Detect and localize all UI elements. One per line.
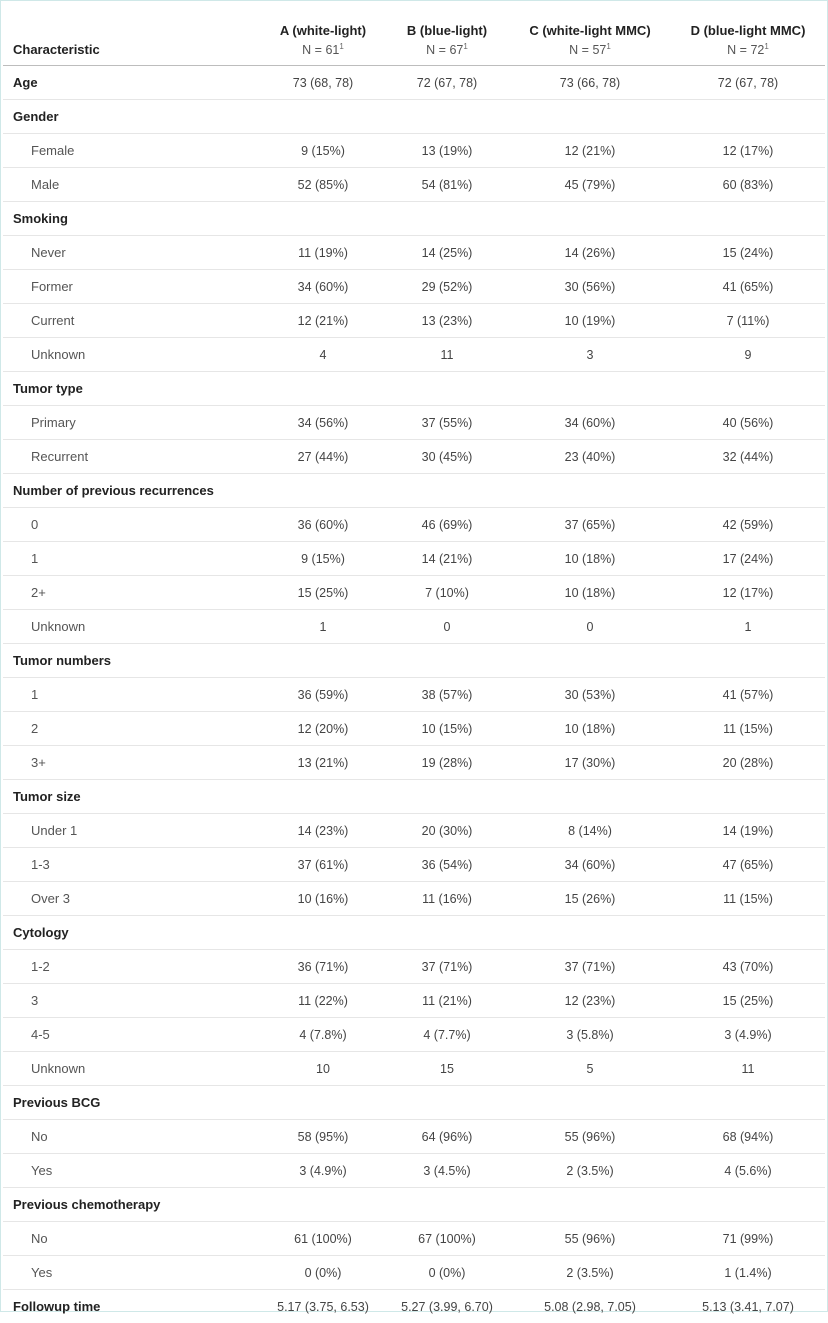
group-b-cell: 72 (67, 78)	[385, 66, 509, 100]
section-label: Number of previous recurrences	[3, 474, 261, 508]
group-b-cell: 54 (81%)	[385, 168, 509, 202]
group-c-cell: 45 (79%)	[509, 168, 671, 202]
table-row	[3, 712, 825, 746]
row-label: No	[3, 1120, 261, 1154]
group-a-cell	[261, 100, 385, 134]
table-row	[3, 406, 825, 440]
row-label: No	[3, 1222, 261, 1256]
group-b-cell: 3 (4.5%)	[385, 1154, 509, 1188]
group-d-cell	[671, 100, 825, 134]
group-d-cell: 5.13 (3.41, 7.07)	[671, 1290, 825, 1323]
table-row	[3, 168, 825, 202]
group-b-cell	[385, 916, 509, 950]
group-c-n: N = 57	[569, 43, 606, 57]
group-c-cell: 2 (3.5%)	[509, 1154, 671, 1188]
group-c-count	[511, 39, 669, 58]
group-b-cell	[385, 1188, 509, 1222]
table-row	[3, 134, 825, 168]
section-row	[3, 474, 825, 508]
group-c-cell: 10 (18%)	[509, 712, 671, 746]
group-d-cell: 3 (4.9%)	[671, 1018, 825, 1052]
group-b-cell	[385, 644, 509, 678]
group-c-cell: 17 (30%)	[509, 746, 671, 780]
group-b-cell: 36 (54%)	[385, 848, 509, 882]
group-d-cell: 41 (57%)	[671, 678, 825, 712]
group-a-cell: 12 (21%)	[261, 304, 385, 338]
group-b-cell: 5.27 (3.99, 6.70)	[385, 1290, 509, 1323]
group-b-cell: 11 (21%)	[385, 984, 509, 1018]
group-b-cell: 29 (52%)	[385, 270, 509, 304]
row-label: Yes	[3, 1154, 261, 1188]
group-c-footnote-mark: 1	[606, 42, 610, 51]
group-d-name: D (blue-light MMC)	[673, 23, 823, 39]
group-d-cell	[671, 1086, 825, 1120]
section-row	[3, 66, 825, 100]
group-a-cell: 36 (71%)	[261, 950, 385, 984]
characteristic-header: Characteristic	[3, 9, 261, 66]
group-d-cell: 14 (19%)	[671, 814, 825, 848]
group-d-count	[673, 39, 823, 58]
table-row	[3, 1256, 825, 1290]
group-b-n: N = 67	[426, 43, 463, 57]
group-c-cell: 2 (3.5%)	[509, 1256, 671, 1290]
group-c-cell: 12 (23%)	[509, 984, 671, 1018]
group-d-cell	[671, 202, 825, 236]
group-a-name: A (white-light)	[263, 23, 383, 39]
group-b-cell: 0 (0%)	[385, 1256, 509, 1290]
section-label: Tumor type	[3, 372, 261, 406]
group-a-header	[261, 9, 385, 66]
group-c-cell	[509, 474, 671, 508]
group-d-cell: 17 (24%)	[671, 542, 825, 576]
table-row	[3, 984, 825, 1018]
group-c-cell	[509, 1086, 671, 1120]
group-c-cell: 55 (96%)	[509, 1222, 671, 1256]
group-d-cell: 40 (56%)	[671, 406, 825, 440]
group-a-cell: 10	[261, 1052, 385, 1086]
group-c-cell: 23 (40%)	[509, 440, 671, 474]
group-d-n: N = 72	[727, 43, 764, 57]
group-d-cell: 47 (65%)	[671, 848, 825, 882]
group-b-cell	[385, 202, 509, 236]
group-c-cell: 10 (19%)	[509, 304, 671, 338]
group-c-cell: 10 (18%)	[509, 576, 671, 610]
group-d-cell	[671, 780, 825, 814]
row-label: 0	[3, 508, 261, 542]
row-label: Female	[3, 134, 261, 168]
group-c-cell: 30 (53%)	[509, 678, 671, 712]
group-c-cell: 3	[509, 338, 671, 372]
section-row	[3, 1086, 825, 1120]
group-a-cell: 52 (85%)	[261, 168, 385, 202]
table-header	[3, 9, 825, 66]
group-b-cell: 13 (19%)	[385, 134, 509, 168]
group-b-cell: 14 (21%)	[385, 542, 509, 576]
group-c-cell	[509, 916, 671, 950]
group-c-cell: 15 (26%)	[509, 882, 671, 916]
row-label: Primary	[3, 406, 261, 440]
group-d-cell: 41 (65%)	[671, 270, 825, 304]
group-d-cell: 12 (17%)	[671, 134, 825, 168]
group-a-cell: 36 (60%)	[261, 508, 385, 542]
group-b-cell	[385, 474, 509, 508]
group-c-cell: 5	[509, 1052, 671, 1086]
group-b-cell: 37 (55%)	[385, 406, 509, 440]
section-label: Tumor numbers	[3, 644, 261, 678]
group-c-cell: 14 (26%)	[509, 236, 671, 270]
group-b-cell: 0	[385, 610, 509, 644]
table-row	[3, 1222, 825, 1256]
section-row	[3, 1188, 825, 1222]
group-c-cell	[509, 100, 671, 134]
row-label: Recurrent	[3, 440, 261, 474]
group-d-cell: 20 (28%)	[671, 746, 825, 780]
group-d-cell: 32 (44%)	[671, 440, 825, 474]
group-a-cell: 4 (7.8%)	[261, 1018, 385, 1052]
group-b-cell: 64 (96%)	[385, 1120, 509, 1154]
group-a-cell: 15 (25%)	[261, 576, 385, 610]
table-body	[3, 66, 825, 1323]
table-row	[3, 610, 825, 644]
group-b-cell: 15	[385, 1052, 509, 1086]
group-a-cell: 34 (56%)	[261, 406, 385, 440]
table-row	[3, 1120, 825, 1154]
group-a-cell: 9 (15%)	[261, 542, 385, 576]
group-b-cell: 11 (16%)	[385, 882, 509, 916]
table-row	[3, 1154, 825, 1188]
baseline-characteristics-table	[3, 9, 825, 1323]
section-row	[3, 644, 825, 678]
group-c-name: C (white-light MMC)	[511, 23, 669, 39]
group-d-cell	[671, 1188, 825, 1222]
group-d-cell: 71 (99%)	[671, 1222, 825, 1256]
group-b-cell: 37 (71%)	[385, 950, 509, 984]
group-a-cell: 34 (60%)	[261, 270, 385, 304]
section-row	[3, 916, 825, 950]
group-b-cell: 10 (15%)	[385, 712, 509, 746]
group-a-cell: 73 (68, 78)	[261, 66, 385, 100]
section-label: Followup time	[3, 1290, 261, 1323]
table-row	[3, 1018, 825, 1052]
group-a-cell: 37 (61%)	[261, 848, 385, 882]
group-a-cell	[261, 372, 385, 406]
table-row	[3, 440, 825, 474]
row-label: Current	[3, 304, 261, 338]
section-label: Gender	[3, 100, 261, 134]
group-b-cell	[385, 1086, 509, 1120]
group-c-cell: 30 (56%)	[509, 270, 671, 304]
row-label: Unknown	[3, 338, 261, 372]
section-label: Tumor size	[3, 780, 261, 814]
group-a-cell: 3 (4.9%)	[261, 1154, 385, 1188]
table-row	[3, 1052, 825, 1086]
group-c-cell	[509, 780, 671, 814]
section-label: Previous BCG	[3, 1086, 261, 1120]
group-c-cell: 5.08 (2.98, 7.05)	[509, 1290, 671, 1323]
section-label: Age	[3, 66, 261, 100]
table-row	[3, 236, 825, 270]
group-a-cell: 12 (20%)	[261, 712, 385, 746]
group-d-cell	[671, 474, 825, 508]
group-a-cell	[261, 474, 385, 508]
group-a-cell	[261, 780, 385, 814]
group-b-cell: 13 (23%)	[385, 304, 509, 338]
row-label: Former	[3, 270, 261, 304]
group-d-cell: 15 (24%)	[671, 236, 825, 270]
group-a-cell: 11 (19%)	[261, 236, 385, 270]
group-d-cell: 11 (15%)	[671, 712, 825, 746]
group-d-cell: 11	[671, 1052, 825, 1086]
group-d-cell: 11 (15%)	[671, 882, 825, 916]
group-c-cell	[509, 202, 671, 236]
section-row	[3, 100, 825, 134]
group-d-cell: 15 (25%)	[671, 984, 825, 1018]
group-a-cell: 10 (16%)	[261, 882, 385, 916]
row-label: 4-5	[3, 1018, 261, 1052]
group-c-cell: 3 (5.8%)	[509, 1018, 671, 1052]
group-b-cell: 38 (57%)	[385, 678, 509, 712]
group-a-cell: 13 (21%)	[261, 746, 385, 780]
group-d-cell: 1	[671, 610, 825, 644]
group-c-header	[509, 9, 671, 66]
group-b-cell: 7 (10%)	[385, 576, 509, 610]
row-label: 3	[3, 984, 261, 1018]
group-b-cell: 4 (7.7%)	[385, 1018, 509, 1052]
group-c-cell: 34 (60%)	[509, 406, 671, 440]
group-d-cell: 60 (83%)	[671, 168, 825, 202]
header-row	[3, 9, 825, 66]
group-a-footnote-mark: 1	[339, 42, 343, 51]
row-label: Yes	[3, 1256, 261, 1290]
row-label: Never	[3, 236, 261, 270]
section-label: Previous chemotherapy	[3, 1188, 261, 1222]
group-d-cell	[671, 916, 825, 950]
table-row	[3, 882, 825, 916]
group-b-cell: 11	[385, 338, 509, 372]
group-a-cell: 0 (0%)	[261, 1256, 385, 1290]
group-d-cell: 7 (11%)	[671, 304, 825, 338]
table-row	[3, 678, 825, 712]
table-row	[3, 576, 825, 610]
table-row	[3, 270, 825, 304]
group-a-cell: 11 (22%)	[261, 984, 385, 1018]
row-label: Unknown	[3, 1052, 261, 1086]
group-a-n: N = 61	[302, 43, 339, 57]
group-a-cell	[261, 916, 385, 950]
row-label: 1-3	[3, 848, 261, 882]
group-c-cell: 12 (21%)	[509, 134, 671, 168]
group-c-cell: 55 (96%)	[509, 1120, 671, 1154]
row-label: 2	[3, 712, 261, 746]
group-a-cell	[261, 1188, 385, 1222]
group-a-cell: 14 (23%)	[261, 814, 385, 848]
group-d-footnote-mark: 1	[764, 42, 768, 51]
group-b-cell: 67 (100%)	[385, 1222, 509, 1256]
section-row	[3, 780, 825, 814]
group-a-cell: 61 (100%)	[261, 1222, 385, 1256]
group-a-cell: 58 (95%)	[261, 1120, 385, 1154]
group-c-cell: 73 (66, 78)	[509, 66, 671, 100]
row-label: 3+	[3, 746, 261, 780]
section-row	[3, 202, 825, 236]
row-label: Under 1	[3, 814, 261, 848]
table-row	[3, 542, 825, 576]
group-a-cell	[261, 1086, 385, 1120]
group-c-cell: 0	[509, 610, 671, 644]
table-row	[3, 848, 825, 882]
group-b-cell: 19 (28%)	[385, 746, 509, 780]
section-row	[3, 1290, 825, 1323]
group-b-cell: 30 (45%)	[385, 440, 509, 474]
group-d-cell: 12 (17%)	[671, 576, 825, 610]
group-a-cell	[261, 202, 385, 236]
group-d-cell: 42 (59%)	[671, 508, 825, 542]
group-d-cell: 9	[671, 338, 825, 372]
row-label: 1-2	[3, 950, 261, 984]
row-label: Over 3	[3, 882, 261, 916]
group-b-cell: 20 (30%)	[385, 814, 509, 848]
group-d-cell	[671, 372, 825, 406]
table-row	[3, 338, 825, 372]
row-label: 1	[3, 678, 261, 712]
group-a-cell: 4	[261, 338, 385, 372]
group-a-cell: 9 (15%)	[261, 134, 385, 168]
group-b-header	[385, 9, 509, 66]
table-row	[3, 304, 825, 338]
group-d-cell	[671, 644, 825, 678]
group-c-cell: 34 (60%)	[509, 848, 671, 882]
group-b-cell: 46 (69%)	[385, 508, 509, 542]
group-b-footnote-mark: 1	[463, 42, 467, 51]
group-a-cell: 1	[261, 610, 385, 644]
section-label: Smoking	[3, 202, 261, 236]
group-c-cell: 8 (14%)	[509, 814, 671, 848]
group-a-cell: 27 (44%)	[261, 440, 385, 474]
group-d-cell: 4 (5.6%)	[671, 1154, 825, 1188]
group-d-cell: 72 (67, 78)	[671, 66, 825, 100]
group-b-cell: 14 (25%)	[385, 236, 509, 270]
group-d-cell: 43 (70%)	[671, 950, 825, 984]
group-a-cell: 36 (59%)	[261, 678, 385, 712]
group-b-cell	[385, 372, 509, 406]
row-label: 2+	[3, 576, 261, 610]
group-c-cell	[509, 644, 671, 678]
section-label: Cytology	[3, 916, 261, 950]
table-row	[3, 814, 825, 848]
group-c-cell	[509, 372, 671, 406]
row-label: Male	[3, 168, 261, 202]
section-row	[3, 372, 825, 406]
group-d-header	[671, 9, 825, 66]
group-d-cell: 68 (94%)	[671, 1120, 825, 1154]
group-d-cell: 1 (1.4%)	[671, 1256, 825, 1290]
group-c-cell: 10 (18%)	[509, 542, 671, 576]
group-b-cell	[385, 100, 509, 134]
group-b-cell	[385, 780, 509, 814]
table-row	[3, 950, 825, 984]
group-c-cell: 37 (71%)	[509, 950, 671, 984]
group-a-cell	[261, 644, 385, 678]
group-b-name: B (blue-light)	[387, 23, 507, 39]
group-c-cell: 37 (65%)	[509, 508, 671, 542]
row-label: Unknown	[3, 610, 261, 644]
row-label: 1	[3, 542, 261, 576]
group-b-count	[387, 39, 507, 58]
table-row	[3, 508, 825, 542]
group-c-cell	[509, 1188, 671, 1222]
group-a-count	[263, 39, 383, 58]
table-row	[3, 746, 825, 780]
group-a-cell: 5.17 (3.75, 6.53)	[261, 1290, 385, 1323]
